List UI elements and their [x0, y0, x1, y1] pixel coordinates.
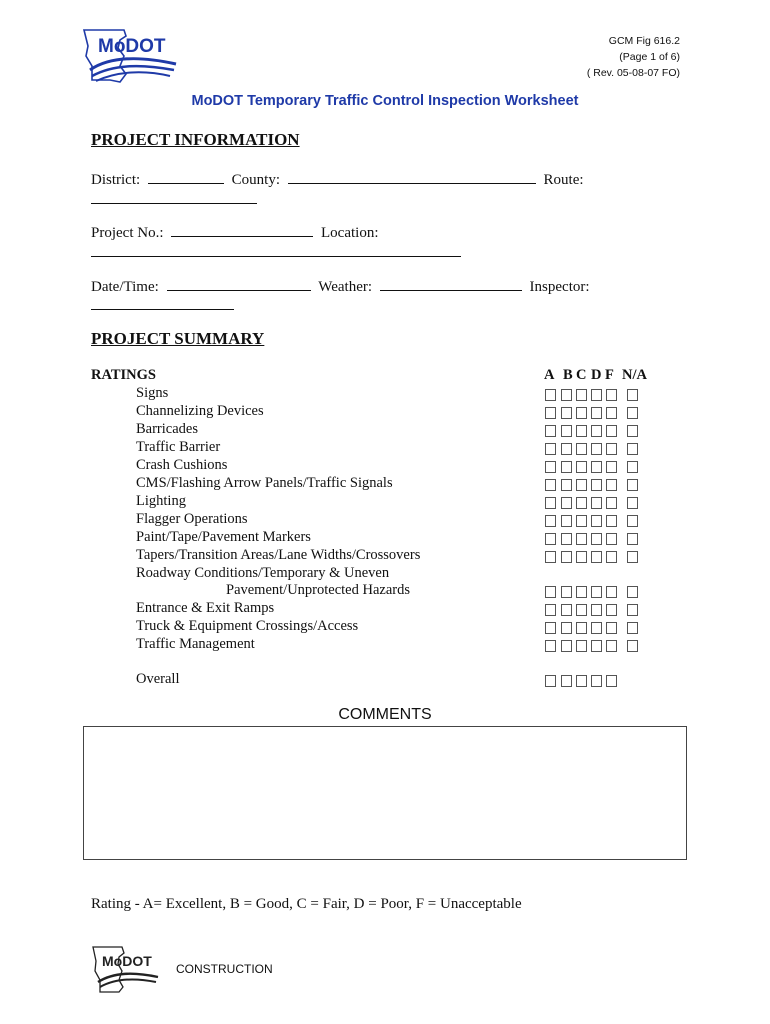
checkbox-b[interactable]: [561, 533, 572, 545]
checkbox-b[interactable]: [561, 443, 572, 455]
checkbox-d[interactable]: [591, 389, 602, 401]
checkbox-na[interactable]: [627, 497, 638, 509]
checkbox-c[interactable]: [576, 407, 587, 419]
county-field[interactable]: [288, 169, 536, 184]
checkbox-b[interactable]: [561, 551, 572, 563]
page-title: MoDOT Temporary Traffic Control Inspection Worksheet: [191, 93, 579, 109]
rating-item-overall: Overall: [136, 671, 180, 687]
district-field[interactable]: [148, 169, 224, 184]
rating-item-barricades: Barricades: [136, 421, 198, 437]
checkbox-f[interactable]: [606, 604, 617, 616]
rating-item-channelizing-devices: Channelizing Devices: [136, 403, 264, 419]
weather-field[interactable]: [380, 276, 522, 291]
checkbox-d[interactable]: [591, 407, 602, 419]
checkbox-d[interactable]: [591, 515, 602, 527]
checkbox-f[interactable]: [606, 533, 617, 545]
column-d: D: [591, 367, 602, 383]
checkbox-na[interactable]: [627, 640, 638, 652]
rating-item-traffic-management: Traffic Management: [136, 636, 255, 652]
inspector-label: Inspector:: [529, 279, 590, 295]
column-b: B: [563, 367, 573, 383]
checkbox-a[interactable]: [545, 586, 556, 598]
checkbox-c[interactable]: [576, 640, 587, 652]
date-weather-inspector-row: [91, 276, 590, 296]
checkbox-b[interactable]: [561, 622, 572, 634]
checkbox-a[interactable]: [545, 515, 556, 527]
rating-item-roadway-conditions: Roadway Conditions/Temporary & Uneven: [136, 565, 390, 581]
checkbox-f[interactable]: [606, 461, 617, 473]
checkbox-a[interactable]: [545, 497, 556, 509]
checkbox-f[interactable]: [606, 497, 617, 509]
checkbox-b[interactable]: [561, 586, 572, 598]
comments-box[interactable]: [83, 726, 687, 860]
column-na: N/A: [622, 367, 647, 383]
checkbox-f[interactable]: [606, 551, 617, 563]
modot-logo: [80, 26, 182, 84]
checkbox-c[interactable]: [576, 425, 587, 437]
checkbox-c[interactable]: [576, 551, 587, 563]
rating-item-cms-panels-signals: CMS/Flashing Arrow Panels/Traffic Signals: [136, 475, 393, 491]
rating-item-flagger-operations: Flagger Operations: [136, 511, 248, 527]
checkbox-c[interactable]: [576, 497, 587, 509]
checkbox-d[interactable]: [591, 497, 602, 509]
modot-footer-logo: [90, 944, 162, 994]
checkbox-na[interactable]: [627, 443, 638, 455]
column-c: C: [576, 367, 587, 383]
checkbox-a[interactable]: [545, 425, 556, 437]
checkbox-na[interactable]: [627, 533, 638, 545]
checkbox-a[interactable]: [545, 533, 556, 545]
checkbox-a[interactable]: [545, 407, 556, 419]
checkbox-c[interactable]: [576, 461, 587, 473]
inspector-field[interactable]: [91, 309, 234, 310]
ratings-label: RATINGS: [91, 367, 156, 383]
checkbox-b[interactable]: [561, 604, 572, 616]
checkbox-d[interactable]: [591, 479, 602, 491]
revision-reference: ( Rev. 05-08-07 FO): [586, 67, 680, 79]
checkbox-na[interactable]: [627, 515, 638, 527]
checkbox-d[interactable]: [591, 640, 602, 652]
location-label: Location:: [321, 225, 379, 241]
rating-item-traffic-barrier: Traffic Barrier: [136, 439, 221, 455]
datetime-label: Date/Time:: [91, 279, 159, 295]
project-summary-heading: PROJECT SUMMARY: [91, 329, 265, 348]
checkbox-na[interactable]: [627, 425, 638, 437]
checkbox-b[interactable]: [561, 425, 572, 437]
rating-legend: Rating - A= Excellent, B = Good, C = Fair, D = Poor, F = Unacceptable: [91, 896, 522, 912]
checkbox-f[interactable]: [606, 622, 617, 634]
svg-text:MoDOT: MoDOT: [98, 36, 166, 57]
checkbox-na[interactable]: [627, 389, 638, 401]
project-no-field[interactable]: [171, 222, 313, 237]
checkbox-na[interactable]: [627, 551, 638, 563]
rating-item-tapers-crossovers: Tapers/Transition Areas/Lane Widths/Crossovers: [136, 547, 421, 563]
checkbox-f[interactable]: [606, 479, 617, 491]
checkbox-c[interactable]: [576, 515, 587, 527]
checkbox-a[interactable]: [545, 640, 556, 652]
checkbox-na[interactable]: [627, 479, 638, 491]
checkbox-a[interactable]: [545, 479, 556, 491]
checkbox-a[interactable]: [545, 461, 556, 473]
checkbox-b[interactable]: [561, 389, 572, 401]
weather-label: Weather:: [318, 279, 373, 295]
project-no-label: Project No.:: [91, 225, 164, 241]
rating-item-lighting: Lighting: [136, 493, 186, 509]
checkbox-a[interactable]: [545, 389, 556, 401]
checkbox-d[interactable]: [591, 533, 602, 545]
checkbox-a[interactable]: [545, 675, 556, 687]
checkbox-f[interactable]: [606, 389, 617, 401]
district-county-route-row: [91, 169, 584, 189]
project-information-heading: PROJECT INFORMATION: [91, 130, 300, 149]
checkbox-a[interactable]: [545, 604, 556, 616]
checkbox-f[interactable]: [606, 443, 617, 455]
checkbox-c[interactable]: [576, 443, 587, 455]
location-field[interactable]: [91, 256, 461, 257]
route-label: Route:: [543, 172, 584, 188]
checkbox-d[interactable]: [591, 622, 602, 634]
checkbox-d[interactable]: [591, 461, 602, 473]
svg-text:MoDOT: MoDOT: [102, 953, 152, 969]
checkbox-f[interactable]: [606, 515, 617, 527]
checkbox-d[interactable]: [591, 586, 602, 598]
county-label: County:: [231, 172, 281, 188]
datetime-field[interactable]: [167, 276, 311, 291]
checkbox-d[interactable]: [591, 551, 602, 563]
checkbox-a[interactable]: [545, 622, 556, 634]
figure-reference: GCM Fig 616.2: [608, 35, 680, 47]
checkbox-na[interactable]: [627, 407, 638, 419]
checkbox-a[interactable]: [545, 551, 556, 563]
rating-item-signs: Signs: [136, 385, 169, 401]
route-field[interactable]: [91, 203, 257, 204]
checkbox-d[interactable]: [591, 604, 602, 616]
checkbox-na[interactable]: [627, 622, 638, 634]
checkbox-c[interactable]: [576, 479, 587, 491]
rating-item-pavement-markers: Paint/Tape/Pavement Markers: [136, 529, 311, 545]
checkbox-b[interactable]: [561, 407, 572, 419]
checkbox-c[interactable]: [576, 604, 587, 616]
checkbox-a[interactable]: [545, 443, 556, 455]
checkbox-f[interactable]: [606, 586, 617, 598]
checkbox-b[interactable]: [561, 640, 572, 652]
checkbox-b[interactable]: [561, 515, 572, 527]
checkbox-f[interactable]: [606, 407, 617, 419]
checkbox-d[interactable]: [591, 675, 602, 687]
checkbox-na[interactable]: [627, 604, 638, 616]
comments-heading: COMMENTS: [338, 706, 432, 723]
checkbox-b[interactable]: [561, 675, 572, 687]
rating-item-roadway-conditions-cont: Pavement/Unprotected Hazards: [226, 582, 410, 598]
checkbox-b[interactable]: [561, 461, 572, 473]
column-a: A: [544, 367, 555, 383]
checkbox-f[interactable]: [606, 425, 617, 437]
checkbox-b[interactable]: [561, 479, 572, 491]
checkbox-na[interactable]: [627, 586, 638, 598]
checkbox-c[interactable]: [576, 622, 587, 634]
district-label: District:: [91, 172, 141, 188]
rating-item-entrance-exit-ramps: Entrance & Exit Ramps: [136, 600, 275, 616]
checkbox-c[interactable]: [576, 533, 587, 545]
project-location-row: [91, 222, 378, 242]
checkbox-f[interactable]: [606, 675, 617, 687]
construction-label: CONSTRUCTION: [176, 962, 273, 976]
checkbox-d[interactable]: [591, 443, 602, 455]
column-f: F: [605, 367, 614, 383]
checkbox-d[interactable]: [591, 425, 602, 437]
checkbox-f[interactable]: [606, 640, 617, 652]
rating-item-truck-crossings: Truck & Equipment Crossings/Access: [136, 618, 359, 634]
checkbox-b[interactable]: [561, 497, 572, 509]
checkbox-c[interactable]: [576, 586, 587, 598]
page-reference: (Page 1 of 6): [619, 51, 680, 63]
checkbox-na[interactable]: [627, 461, 638, 473]
checkbox-c[interactable]: [576, 675, 587, 687]
rating-item-crash-cushions: Crash Cushions: [136, 457, 228, 473]
checkbox-c[interactable]: [576, 389, 587, 401]
